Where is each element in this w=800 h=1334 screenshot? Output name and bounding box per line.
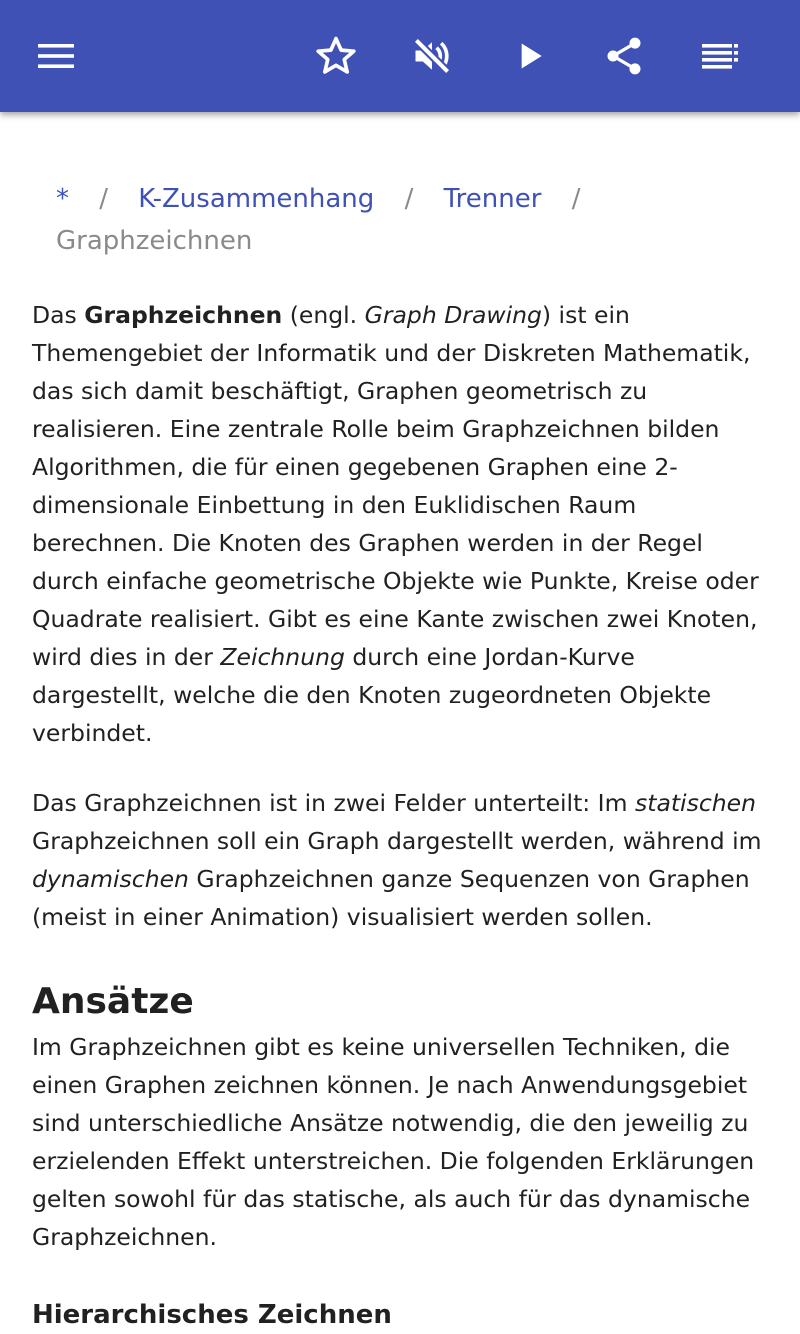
article-body — [32, 296, 772, 1334]
text-run: Graphzeichnen ganze Sequenzen von Graphen (meist in einer Animation) visualisiert werden sollen. — [32, 865, 750, 931]
star-outline-icon — [314, 34, 358, 78]
share-icon — [602, 34, 646, 78]
breadcrumb — [56, 178, 756, 262]
fields-paragraph — [32, 784, 772, 936]
text-run: Das Graphzeichnen ist in zwei Felder unterteilt: Im — [32, 789, 635, 817]
italic-term: dynamischen — [32, 865, 189, 893]
article-content — [0, 112, 800, 1330]
italic-term: statischen — [634, 789, 756, 817]
contents-button[interactable] — [692, 28, 748, 84]
breadcrumb-item-home[interactable]: * — [56, 184, 69, 214]
section-paragraph: Im Graphzeichnen gibt es keine universellen Techniken, die einen Graphen zeichnen können. Je nach Anwendungsgebiet sind unterschiedliche Ansätze notwendig, die den jeweilig zu erzielenden Effekt unterstreichen. Die folgenden Erklärungen gelten sowohl für das statische, als auch für das dynamische Graphzeichnen. — [32, 1033, 755, 1251]
play-icon — [510, 36, 550, 76]
subsection-heading: Hierarchisches Zeichnen — [32, 1300, 392, 1330]
section-heading-ansaetze: Ansätze — [32, 981, 194, 1022]
text-run: Graphzeichnen soll ein Graph dargestellt werden, während im — [32, 827, 762, 855]
italic-term: Zeichnung — [220, 643, 345, 671]
breadcrumb-current: Graphzeichnen — [56, 226, 253, 256]
play-button[interactable] — [502, 28, 558, 84]
intro-paragraph — [32, 296, 772, 752]
article-title-bold: Graphzeichnen — [84, 301, 283, 329]
text-run: durch eine Jordan-Kurve dargestellt, welche die den Knoten zugeordneten Objekte verbindet. — [32, 643, 712, 747]
italic-term: Graph Drawing — [364, 301, 542, 329]
share-button[interactable] — [596, 28, 652, 84]
breadcrumb-item-trenner[interactable]: Trenner — [443, 184, 542, 214]
menu-button[interactable] — [28, 28, 84, 84]
volume-off-icon — [410, 34, 454, 78]
breadcrumb-item-k-zusammenhang[interactable]: K-Zusammenhang — [138, 184, 375, 214]
mute-button[interactable] — [404, 28, 460, 84]
text-run: (engl. — [282, 301, 365, 329]
breadcrumb-separator: / — [404, 184, 414, 214]
list-icon — [700, 36, 740, 76]
app-bar — [0, 0, 800, 112]
breadcrumb-separator: / — [99, 184, 109, 214]
text-run: ) ist ein Themengebiet der Informatik und der Diskreten Mathematik, das sich damit beschäftigt, Graphen geometrisch zu realisieren. Eine zentrale Rolle beim Graphzeichnen bilden Algorithmen, die für einen gegebenen Graphen eine 2-dimensionale Einbettung in den Euklidischen Raum berechnen. Die Knoten des Graphen werden in der Regel durch einfache geometrische Objekte wie Punkte, Kreise oder Quadrate realisiert. Gibt es eine Kante zwischen zwei Knoten, wird dies in der — [32, 301, 759, 671]
hamburger-menu-icon — [36, 36, 76, 76]
favorite-button[interactable] — [308, 28, 364, 84]
breadcrumb-separator: / — [571, 184, 581, 214]
text-run: Das — [32, 301, 85, 329]
